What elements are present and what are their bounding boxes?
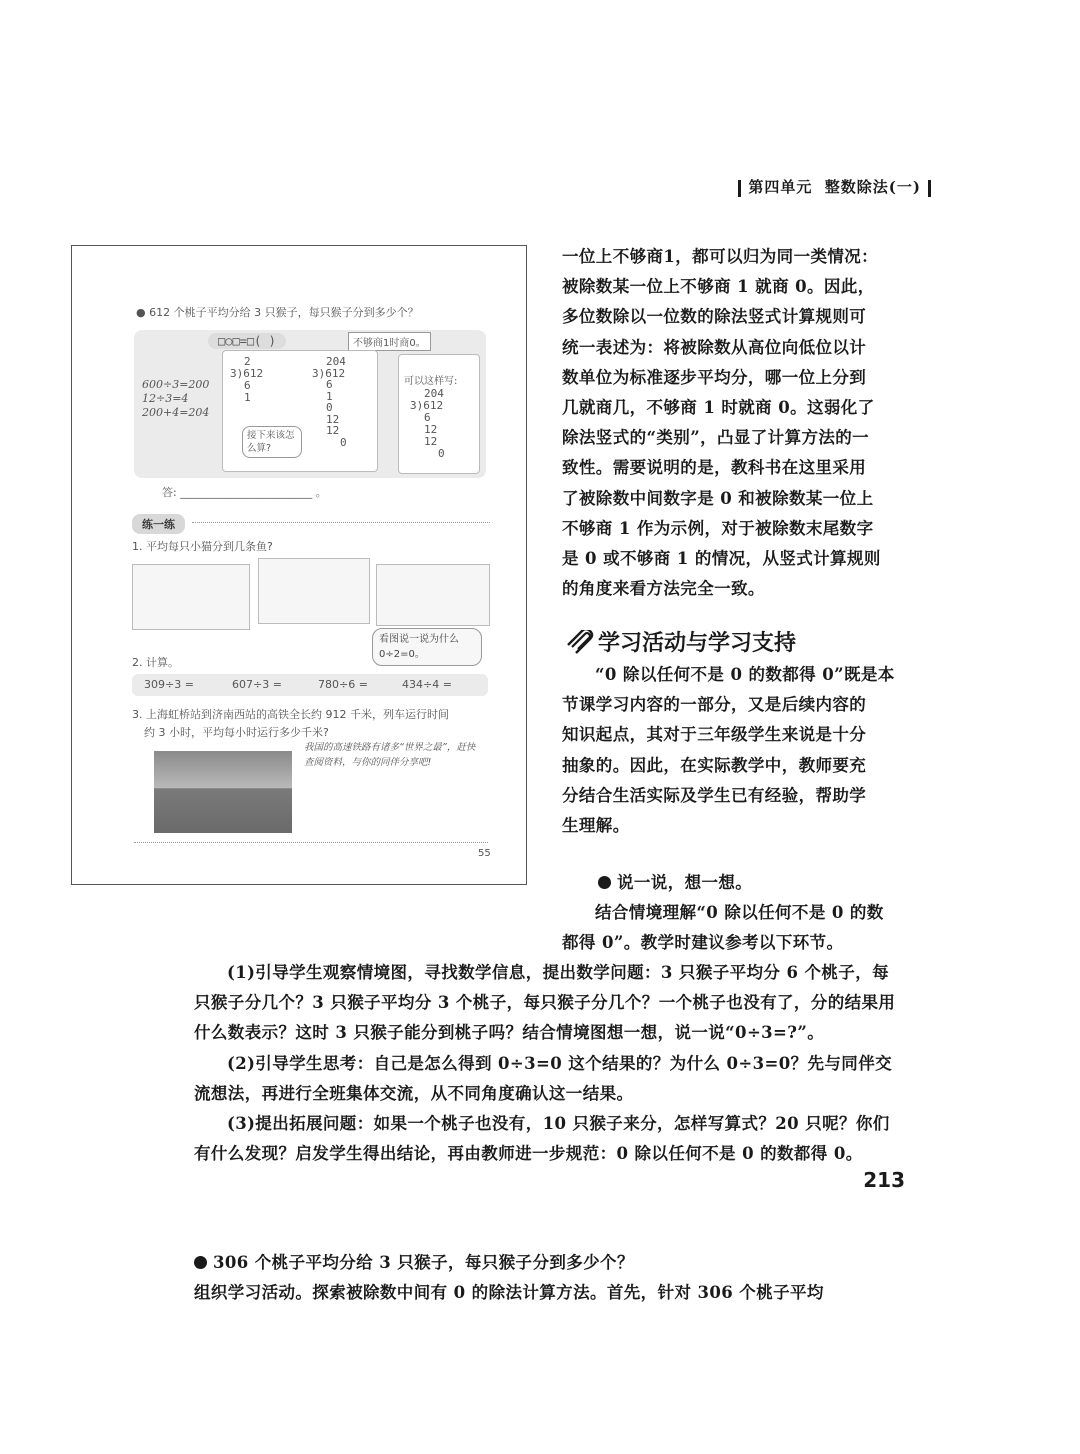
bullet-dot bbox=[194, 1256, 207, 1269]
division-step-1: 2 3)612 6 1 bbox=[230, 355, 264, 404]
header-bar-right bbox=[928, 180, 931, 197]
paperclip-icon bbox=[564, 630, 594, 654]
practice-1: 1. 平均每只小猫分到几条鱼? bbox=[132, 540, 273, 553]
equation-blanks: □○□=□( ) bbox=[208, 333, 286, 349]
practice-3-line-2: 约 3 小时，平均每小时运行多少千米? bbox=[144, 726, 329, 739]
bullet-1-text: 结合情境理解“0 除以任何不是 0 的数 都得 0”。教学时建议参考以下环节。 bbox=[562, 903, 884, 953]
step-2: (2)引导学生思考：自己是怎么得到 0÷3=0 这个结果的？为什么 0÷3=0？先与同伴交流想法，再进行全班集体交流，从不同角度确认这一结果。 bbox=[194, 1053, 893, 1103]
inset-question: ● 612 个桃子平均分给 3 只猴子，每只猴子分到多少个？ bbox=[136, 306, 419, 319]
calc-3: 780÷6 = bbox=[318, 678, 368, 691]
header-bar-left bbox=[738, 180, 741, 197]
bullet-heading-1: 说一说，想一想。 bbox=[598, 868, 752, 898]
mental-math: 600÷3=200 12÷3=4 200+4=204 bbox=[142, 378, 210, 419]
intro-paragraph: “0 除以任何不是 0 的数都得 0”既是本 节课学习内容的一部分，又是后续内容的 知识起点，其对于三年级学生来说是十分 抽象的。因此，在实际教学中，教师要充 分结合生活实际及学生已有经验，帮助学 生理解。 bbox=[562, 665, 895, 836]
cats-empty-plate-picture bbox=[376, 564, 490, 626]
calc-1: 309÷3 = bbox=[144, 678, 194, 691]
bullet-heading-2: 306 个桃子平均分给 3 只猴子，每只猴子分到多少个？ bbox=[194, 1248, 904, 1278]
practice-2: 2. 计算。 bbox=[132, 656, 179, 669]
header-unit: 第四单元 bbox=[748, 178, 813, 196]
division-step-2: 204 3)612 6 1 0 12 12 0 bbox=[312, 355, 347, 449]
textbook-page-image bbox=[71, 245, 527, 885]
step-3: (3)提出拓展问题：如果一个桃子也没有，10 只猴子来分，怎样写算式？20 只呢？你们有什么发现？启发学生得出结论，再由教师进一步规范：0 除以任何不是 0 的数都得 0。 bbox=[194, 1114, 890, 1164]
dotted-divider bbox=[192, 522, 490, 523]
step-1: (1)引导学生观察情境图，寻找数学信息，提出数学问题：3 只猴子平均分 6 个桃子，每只猴子分几个？3 只猴子平均分 3 个桃子，每只猴子分几个？一个桃子也没有了，分的结果用什么数表示？这时 3 只猴子能分到桃子吗？结合情境图想一想，说一说“0÷3=?”。 bbox=[194, 963, 896, 1043]
section-heading: 学习活动与学习支持 bbox=[564, 626, 796, 657]
cats-fish-picture-2 bbox=[258, 558, 370, 624]
note-zero: 不够商1时商0。 bbox=[348, 332, 431, 351]
right-column-paragraph: 一位上不够商1，都可以归为同一类情况： 被除数某一位上不够商 1 就商 0。因此， 多位数除以一位数的除法竖式计算规则可 统一表述为：将被除数从高位向低位以计 数单位为标准逐步平均分，哪一位上分到 几就商几，不够商 1 时就商 0。这弱化了 除法竖式的“类别”，凸显了计算方法的一 致性。需要说明的是，教科书在这里采用 了被除数中间数字是 0 和被除数某一位上 不够商 1 作为示例，对于被除数末尾数字 是 0 或不够商 1 的情况，从竖式计算规则 的角度来看方法完全一致。 bbox=[562, 247, 881, 599]
header-title: 整数除法(一) bbox=[824, 178, 921, 196]
high-speed-train-photo bbox=[154, 751, 292, 833]
cats-fish-picture-1 bbox=[132, 564, 250, 630]
think-bubble: 接下来该怎么算? bbox=[242, 426, 302, 458]
division-compact: 204 3)612 6 12 12 0 bbox=[410, 387, 445, 460]
page-number: 213 bbox=[863, 1168, 905, 1192]
calc-2: 607÷3 = bbox=[232, 678, 282, 691]
inset-page-number: 55 bbox=[478, 848, 491, 859]
speech-bubble: 看图说一说为什么0÷2=0。 bbox=[372, 628, 482, 666]
inset-bottom-line bbox=[134, 842, 488, 843]
answer-line: 答: ________________________ 。 bbox=[162, 486, 327, 499]
running-header bbox=[731, 176, 938, 197]
practice-3-line-1: 3. 上海虹桥站到济南西站的高铁全长约 912 千米，列车运行时间 bbox=[132, 708, 449, 721]
teaching-steps bbox=[194, 958, 904, 1169]
calc-4: 434÷4 = bbox=[402, 678, 452, 691]
practice-tag: 练一练 bbox=[132, 514, 185, 534]
bullet-dot bbox=[598, 876, 611, 889]
rail-note: 我国的高速铁路有诸多“世界之最”，赶快查阅资料，与你的同伴分享吧! bbox=[304, 742, 476, 768]
last-line: 组织学习活动。探索被除数中间有 0 的除法计算方法。首先，针对 306 个桃子平均 bbox=[194, 1283, 824, 1302]
alt-label: 可以这样写: bbox=[404, 376, 458, 387]
